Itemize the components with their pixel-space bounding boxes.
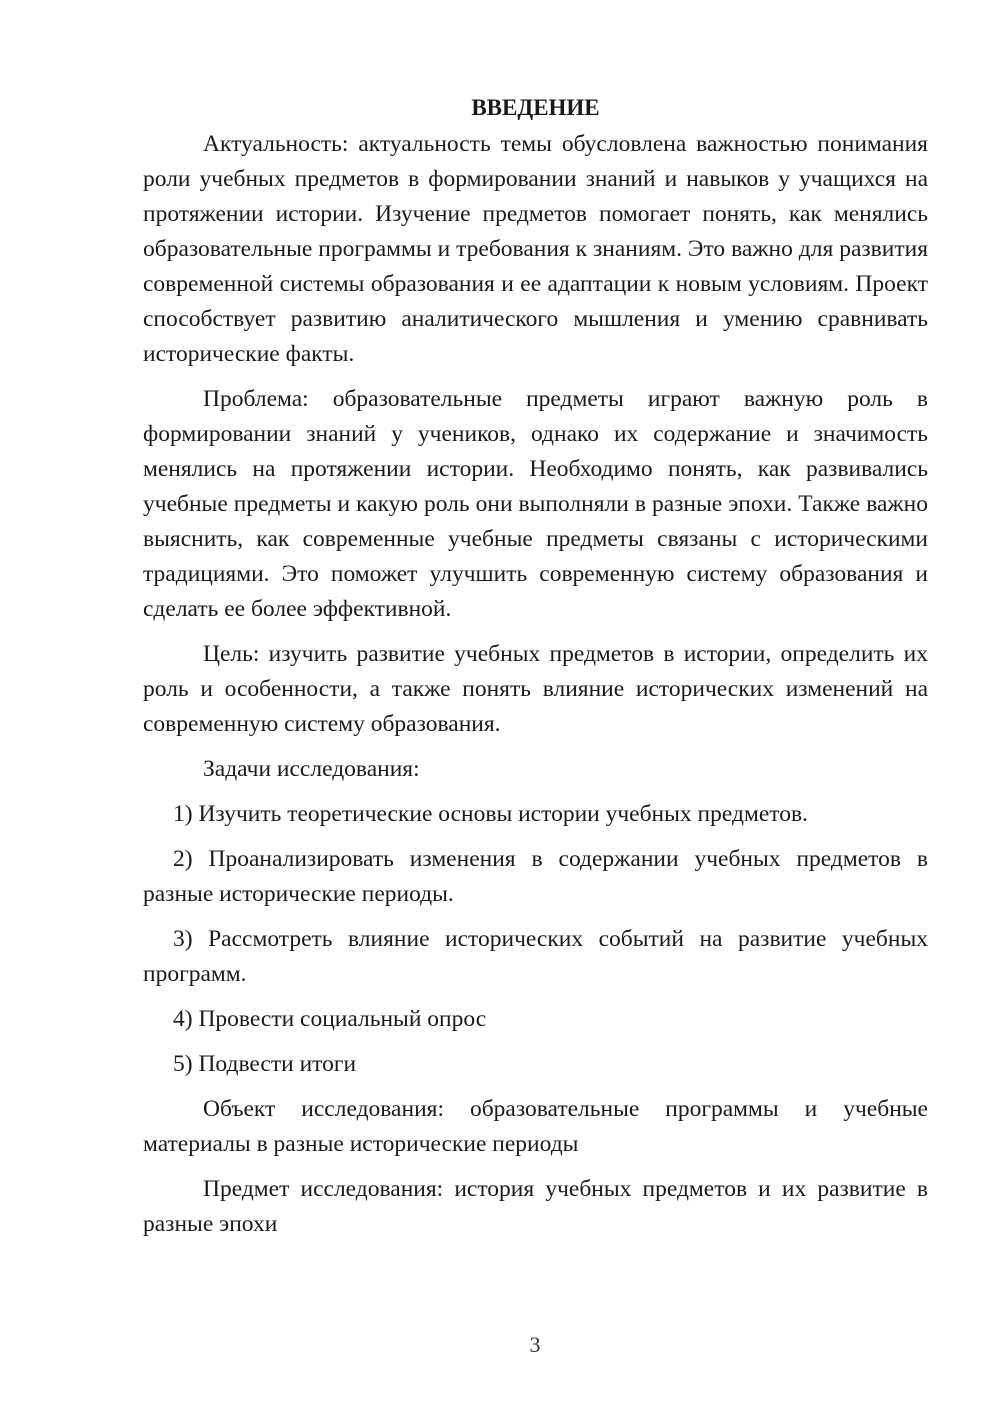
goal-paragraph: Цель: изучить развитие учебных предметов в истории, определить их роль и особенности, а также понять влияние исторических изменений на современную систему образования. — [143, 641, 928, 737]
relevance-paragraph: Актуальность: актуальность темы обусловлена важностью понимания роли учебных предметов в формировании знаний и навыков у учащихся на протяжении истории. Изучение предметов помогает понять, как менялись образовательные программы и требования к знаниям. Это важно для развития современной системы образования и ее адаптации к новым условиям. Проект способствует развитию аналитического мышления и умению сравнивать исторические факты. — [143, 131, 928, 367]
task-item: 4) Провести социальный опрос — [173, 1006, 487, 1032]
page-content — [143, 90, 928, 1252]
task-item: 1) Изучить теоретические основы истории учебных предметов. — [173, 801, 808, 827]
task-item: 2) Проанализировать изменения в содержании учебных предметов в разные исторические периоды. — [143, 846, 928, 907]
section-heading: ВВЕДЕНИЕ — [471, 95, 600, 120]
tasks-heading: Задачи исследования: — [203, 756, 420, 782]
object-paragraph: Объект исследования: образовательные программы и учебные материалы в разные исторические периоды — [143, 1096, 928, 1157]
page-number: 3 — [529, 1332, 541, 1357]
task-item: 3) Рассмотреть влияние исторических событий на развитие учебных программ. — [143, 926, 928, 987]
problem-paragraph: Проблема: образовательные предметы играют важную роль в формировании знаний у учеников, однако их содержание и значимость менялись на протяжении истории. Необходимо понять, как развивались учебные предметы и какую роль они выполняли в разные эпохи. Также важно выяснить, как современные учебные предметы связаны с историческими традициями. Это поможет улучшить современную систему образования и сделать ее более эффективной. — [143, 386, 928, 622]
task-item: 5) Подвести итоги — [173, 1051, 357, 1077]
subject-paragraph: Предмет исследования: история учебных предметов и их развитие в разные эпохи — [143, 1176, 928, 1237]
